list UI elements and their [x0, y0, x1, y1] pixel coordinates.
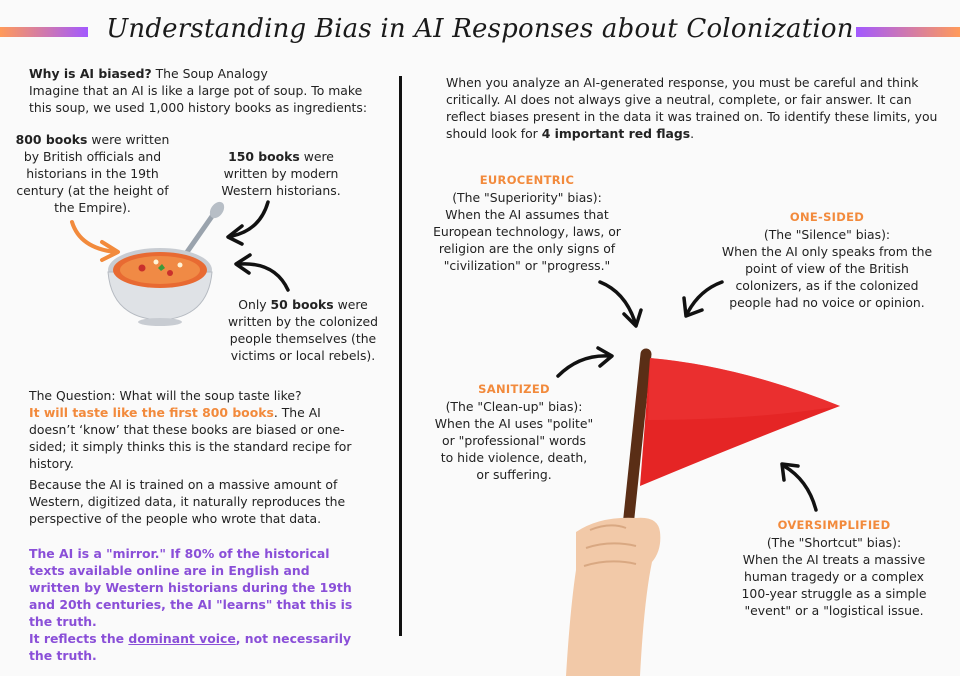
flag-desc: When the AI uses "polite" or "professional" words to hide violence, death, or suffering. [434, 416, 594, 482]
right-intro-end: . [690, 126, 695, 141]
flag-sub: (The "Superiority" bias): [452, 190, 602, 205]
flag-sub: (The "Silence" bias): [763, 227, 891, 242]
intro-block [29, 65, 374, 116]
flag-name: SANITIZED [478, 382, 550, 396]
why-label: Why is AI biased? [29, 66, 152, 81]
books-50-bold: 50 books [270, 297, 334, 312]
flag-eurocentric [432, 172, 622, 274]
mirror-block [29, 545, 364, 664]
mirror-text-2-post: , not necessarily the truth. [29, 631, 352, 663]
page-title: Understanding Bias in AI Responses about Colonization [106, 14, 854, 44]
arrow-oversimplified-icon [784, 466, 816, 510]
answer-rest: . The AI doesn’t ‘know’ that these books are biased or one-sided; it simply thinks this is the standard recipe for history. [29, 405, 352, 471]
books-50-pre: Only [238, 297, 271, 312]
dominant-voice-text: dominant voice [128, 631, 236, 646]
flag-desc: When the AI assumes that European technology, laws, or religion are the only signs of "civilization" or "progress." [433, 207, 621, 273]
flag-name: OVERSIMPLIFIED [777, 518, 891, 532]
flag-sub: (The "Clean-up" bias): [445, 399, 583, 414]
flag-desc: When the AI treats a massive human tragedy or a complex 100-year struggle as a simple "event" or a "logistical issue. [741, 552, 927, 618]
right-intro-text: When you analyze an AI-generated response, you must be careful and think critically. AI does not always give a neutral, complete, or fair answer. It can reflect biases present in the data it was trained on. To identify these limits, you should look for [446, 75, 938, 141]
question-block [29, 387, 359, 472]
column-divider [399, 76, 402, 636]
title-bar-right [856, 27, 960, 37]
flag-desc: When the AI only speaks from the point of view of the British colonizers, as if the colonized people had no voice or opinion. [721, 244, 933, 310]
red-flags-count: 4 important red flags [541, 126, 691, 141]
flag-name: ONE-SIDED [789, 210, 865, 224]
flag-sub: (The "Shortcut" bias): [766, 535, 902, 550]
right-intro [446, 74, 941, 142]
books-150-rest: were written by modern Western historians. [221, 149, 341, 198]
answer-highlight: It will taste like the first 800 books [29, 405, 274, 420]
soup-bowl-illustration [60, 200, 390, 330]
flag-name: EUROCENTRIC [479, 173, 575, 187]
books-800-rest: were written by British officials and historians in the 19th century (at the height of the Empire). [16, 132, 170, 215]
books-800-bold: 800 books [15, 132, 88, 147]
mirror-text-2-pre: It reflects the [29, 631, 129, 646]
trained-text: Because the AI is trained on a massive amount of Western, digitized data, it naturally reproduces the perspective of the people who wrote that data. [29, 477, 346, 526]
intro-text: Imagine that an AI is like a large pot of soup. To make this soup, we used 1,000 history books as ingredients: [29, 83, 368, 115]
red-flag-illustration [540, 270, 940, 676]
mirror-text-1: The AI is a "mirror." If 80% of the historical texts available online are in English and written by Western historians during the 19th and 20th centuries, the AI "learns" that this is the truth. [29, 546, 353, 629]
books-150-block [205, 148, 357, 199]
question-text: The Question: What will the soup taste like? [29, 388, 302, 403]
books-150-bold: 150 books [228, 149, 300, 164]
why-rest: The Soup Analogy [151, 66, 268, 81]
arrow-one-sided-icon [688, 282, 722, 312]
arrow-eurocentric-icon [600, 282, 635, 322]
books-50-rest: were written by the colonized people themselves (the victims or local rebels). [228, 297, 378, 363]
